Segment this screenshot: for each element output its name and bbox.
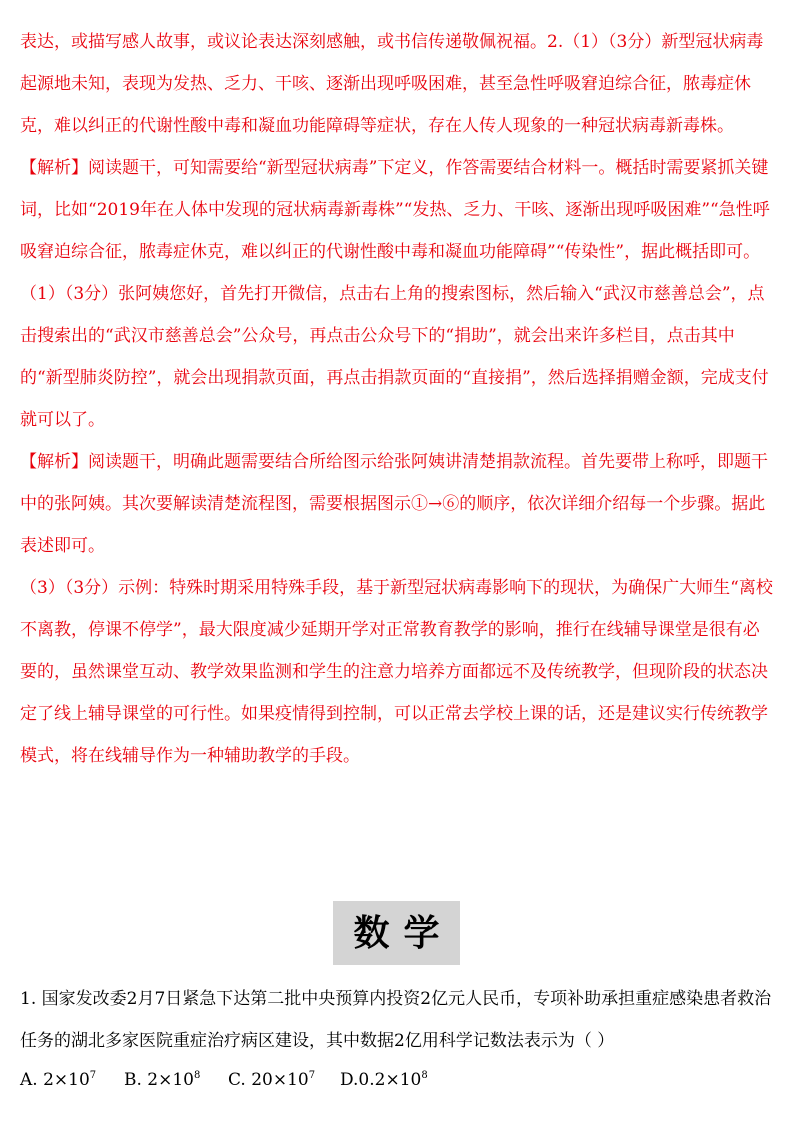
answer-paragraph: （3）（3分）示例：特殊时期采用特殊手段，基于新型冠状病毒影响下的现状，为确保广大师生“离校不离教，停课不停学”，最大限度减少延期开学对正常教育教学的影响，推行在线辅导课堂是很有必要的，虽然课堂互动、教学效果监测和学生的注意力培养方面都远不及传统教学，但现阶段的状态决定了线上辅导课堂的可行性。如果疫情得到控制，可以正常去学校上课的话，还是建议实行传统教学模式，将在线辅导作为一种辅助教学的手段。 <box>20 578 773 766</box>
analysis-paragraph: 【解析】阅读题干，明确此题需要结合所给图示给张阿姨讲清楚捐款流程。首先要带上称呼，即题干中的张阿姨。其次要解读清楚流程图，需要根据图示①→⑥的顺序，依次详细介绍每一个步骤。据此表述即可。 <box>20 452 768 556</box>
question-1 <box>20 978 775 1062</box>
option-d <box>340 1065 428 1095</box>
option-d-exponent: 8 <box>421 1070 428 1081</box>
question-stem: 1. 国家发改委2月7日紧急下达第二批中央预算内投资2亿元人民币，专项补助承担重症感染患者救治任务的湖北多家医院重症治疗病区建设，其中数据2亿用科学记数法表示为（ ） <box>20 989 772 1051</box>
question-options <box>20 1065 428 1095</box>
option-a-base: A. 2×10 <box>20 1070 90 1090</box>
answer-section <box>20 21 775 777</box>
section-heading-wrap <box>0 901 793 965</box>
option-d-base: D.0.2×10 <box>340 1070 422 1090</box>
option-b <box>124 1065 228 1095</box>
option-c-exponent: 7 <box>308 1070 316 1081</box>
option-a <box>20 1065 124 1095</box>
option-a-exponent: 7 <box>89 1070 97 1081</box>
answer-paragraph: （1）（3分）张阿姨您好，首先打开微信，点击右上角的搜索图标，然后输入“武汉市慈善总会”，点击搜索出的“武汉市慈善总会”公众号，再点击公众号下的“捐助”，就会出来许多栏目，点击其中的“新型肺炎防控”，就会出现捐款页面，再点击捐款页面的“直接捐”，然后选择捐赠金额，完成支付就可以了。 <box>20 284 769 430</box>
option-c <box>228 1065 340 1095</box>
analysis-paragraph: 【解析】阅读题干，可知需要给“新型冠状病毒”下定义，作答需要结合材料一。概括时需要紧抓关键词，比如“2019年在人体中发现的冠状病毒新毒株”“发热、乏力、干咳、逐渐出现呼吸困难”“急性呼吸窘迫综合征，脓毒症休克，难以纠正的代谢性酸中毒和凝血功能障碍”“传染性”，据此概括即可。 <box>20 158 770 262</box>
section-heading: 数学 <box>333 901 459 965</box>
option-b-exponent: 8 <box>194 1070 201 1081</box>
answer-paragraph: 表达，或描写感人故事，或议论表达深刻感触，或书信传递敬佩祝福。2.（1）（3分）新型冠状病毒起源地未知，表现为发热、乏力、干咳、逐渐出现呼吸困难，甚至急性呼吸窘迫综合征，脓毒症休克，难以纠正的代谢性酸中毒和凝血功能障碍等症状，存在人传人现象的一种冠状病毒新毒株。 <box>20 32 764 136</box>
option-b-base: B. 2×10 <box>124 1070 194 1090</box>
option-c-base: C. 20×10 <box>228 1070 309 1090</box>
